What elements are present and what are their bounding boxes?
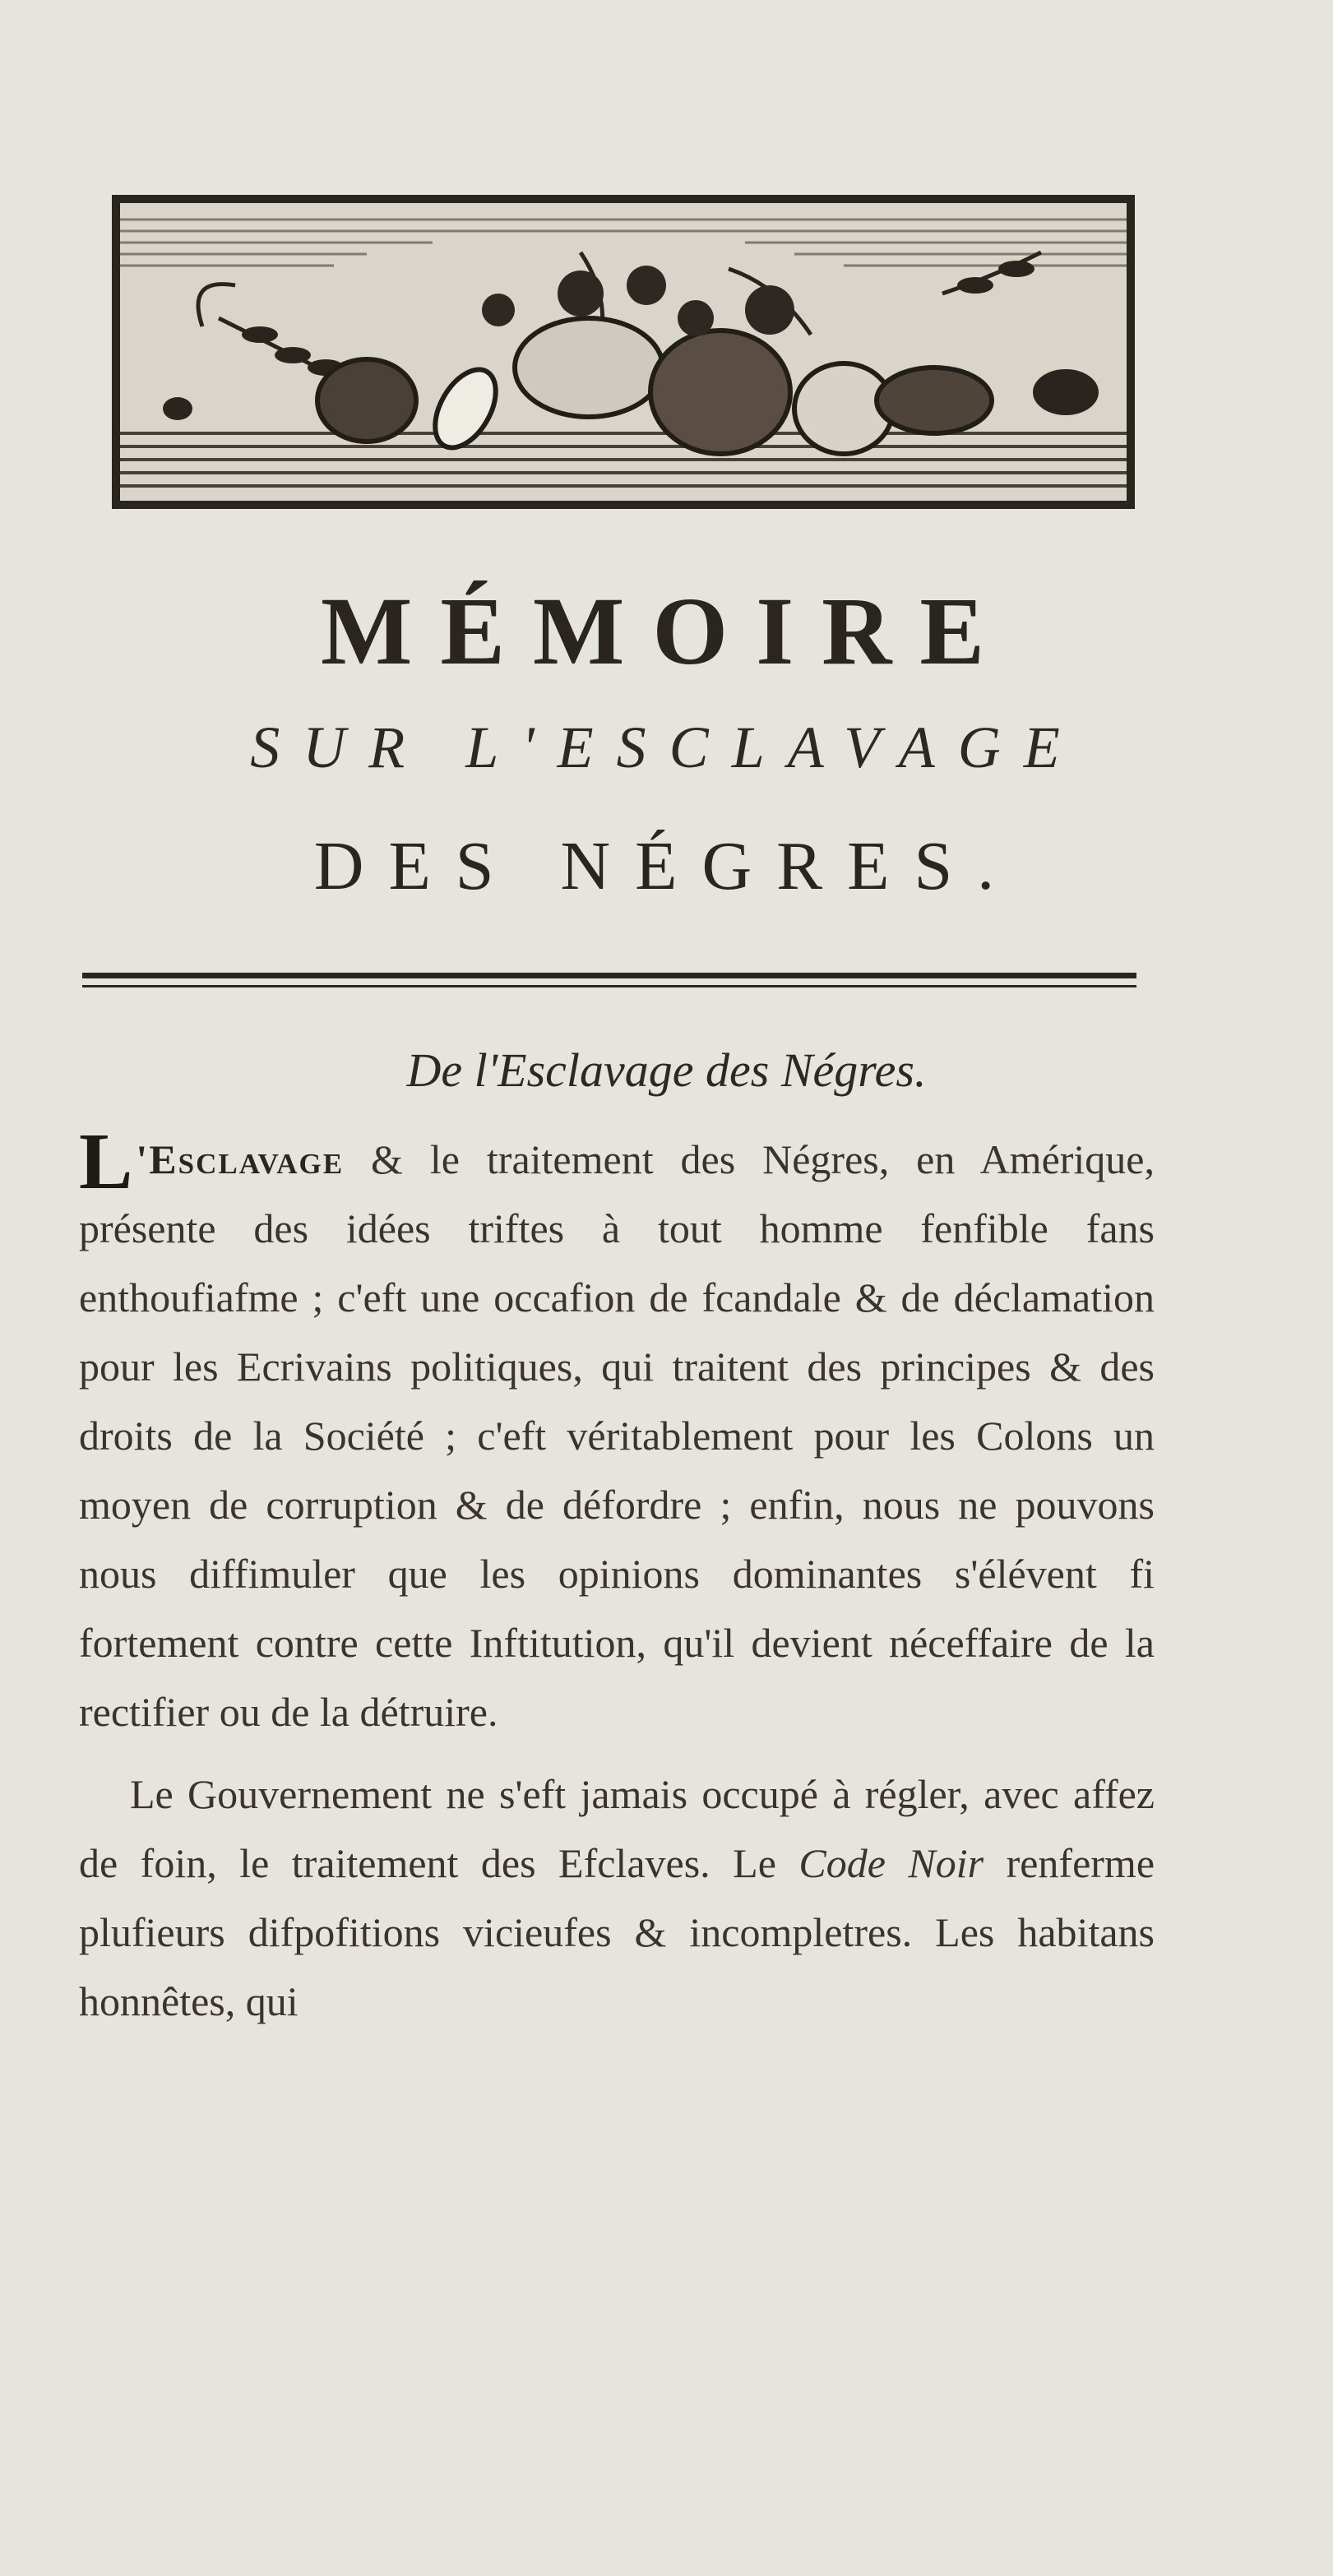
title-rule-thick [82, 973, 1136, 978]
title-des-negres: DES NÉGRES. [313, 828, 1020, 904]
paragraph-2 [79, 1760, 1155, 2036]
section-heading: De l'Esclavage des Négres. [406, 1043, 927, 1097]
title-memoire: MÉMOIRE [320, 577, 1013, 685]
paragraph-1-text: & le traitement des Négres, en Amérique, présente des idées triftes à tout homme fenfible fans enthoufiafme ; c'eft une occafion de fcandale & de déclamation pour les Ecrivains politiques, qui traitent des principes & des droits de la Société ; c'eft véritablement pour les Colons un moyen de corruption & de défordre ; enfin, nous ne pouvons nous diffimuler que les opinions dominantes s'élévent fi fortement contre cette Inftitution, qu'il devient néceffaire de la rectifier ou de la détruire. [79, 1136, 1155, 1735]
paragraph-1 [79, 1117, 1155, 1746]
fruit-still-life-icon [120, 203, 1127, 501]
opening-smallcaps: 'Esclavage [136, 1136, 345, 1182]
paragraph-2-text-after: renferme plufieurs difpofitions vicieufes & incompletres. Les habitans honnêtes, qui [79, 1840, 1155, 2024]
engraved-vignette-image [112, 195, 1135, 509]
code-noir-italic: Code Noir [798, 1840, 984, 1886]
paragraph-2-text-before: Le Gouvernement ne s'eft jamais occupé à régler, avec affez de foin, le traitement des Efclaves. Le [79, 1771, 1155, 1886]
title-rule-thin [82, 985, 1136, 987]
drop-cap: L [79, 1117, 133, 1206]
title-subtitle: SUR L'ESCLAVAGE [250, 715, 1083, 780]
body-text [79, 1117, 1155, 2036]
